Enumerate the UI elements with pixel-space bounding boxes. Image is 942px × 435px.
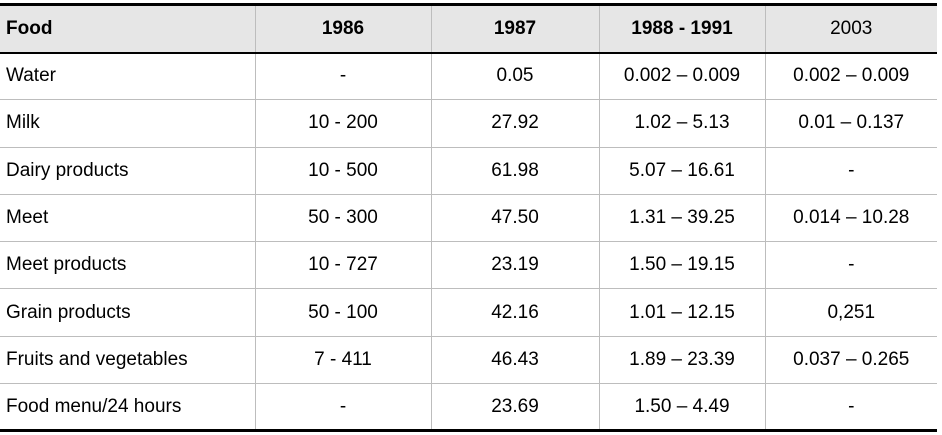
table-cell: 47.50 [431, 194, 599, 241]
table-cell: 1.02 – 5.13 [599, 100, 765, 147]
table-cell: 46.43 [431, 336, 599, 383]
table-cell: 1.50 – 4.49 [599, 384, 765, 431]
header-1986: 1986 [255, 5, 431, 53]
table-row [0, 53, 937, 100]
header-2003: 2003 [765, 5, 937, 53]
table-cell: 7 - 411 [255, 336, 431, 383]
table-cell: 10 - 727 [255, 242, 431, 289]
table-cell: 1.89 – 23.39 [599, 336, 765, 383]
table-cell: 10 - 500 [255, 147, 431, 194]
table-cell: 1.31 – 39.25 [599, 194, 765, 241]
food-data-table [0, 3, 937, 432]
table-row [0, 100, 937, 147]
table-header [0, 5, 937, 53]
table-cell: 1.50 – 19.15 [599, 242, 765, 289]
table-cell: 0,251 [765, 289, 937, 336]
table-cell: 0.002 – 0.009 [765, 53, 937, 100]
table-cell: - [765, 242, 937, 289]
table-cell: 0.037 – 0.265 [765, 336, 937, 383]
table-cell: 23.69 [431, 384, 599, 431]
table-cell: 23.19 [431, 242, 599, 289]
table-cell: 5.07 – 16.61 [599, 147, 765, 194]
row-label: Grain products [0, 289, 255, 336]
table-cell: 50 - 100 [255, 289, 431, 336]
table-cell: 50 - 300 [255, 194, 431, 241]
row-label: Meet [0, 194, 255, 241]
table-cell: 0.014 – 10.28 [765, 194, 937, 241]
table-cell: 0.01 – 0.137 [765, 100, 937, 147]
row-label: Milk [0, 100, 255, 147]
table-cell: 42.16 [431, 289, 599, 336]
table-row [0, 194, 937, 241]
row-label: Dairy products [0, 147, 255, 194]
row-label: Food menu/24 hours [0, 384, 255, 431]
table-cell: 27.92 [431, 100, 599, 147]
row-label: Fruits and vegetables [0, 336, 255, 383]
table-cell: 1.01 – 12.15 [599, 289, 765, 336]
table-row [0, 384, 937, 431]
table-body [0, 53, 937, 431]
table-cell: 61.98 [431, 147, 599, 194]
table-cell: - [255, 384, 431, 431]
header-1988-1991: 1988 - 1991 [599, 5, 765, 53]
table-cell: - [765, 147, 937, 194]
table-cell: - [255, 53, 431, 100]
table-row [0, 289, 937, 336]
table-cell: 10 - 200 [255, 100, 431, 147]
table-row [0, 336, 937, 383]
row-label: Meet products [0, 242, 255, 289]
table-cell: 0.002 – 0.009 [599, 53, 765, 100]
row-label: Water [0, 53, 255, 100]
header-row [0, 5, 937, 53]
table-cell: - [765, 384, 937, 431]
table-row [0, 147, 937, 194]
table-cell: 0.05 [431, 53, 599, 100]
table-row [0, 242, 937, 289]
header-1987: 1987 [431, 5, 599, 53]
header-food: Food [0, 5, 255, 53]
